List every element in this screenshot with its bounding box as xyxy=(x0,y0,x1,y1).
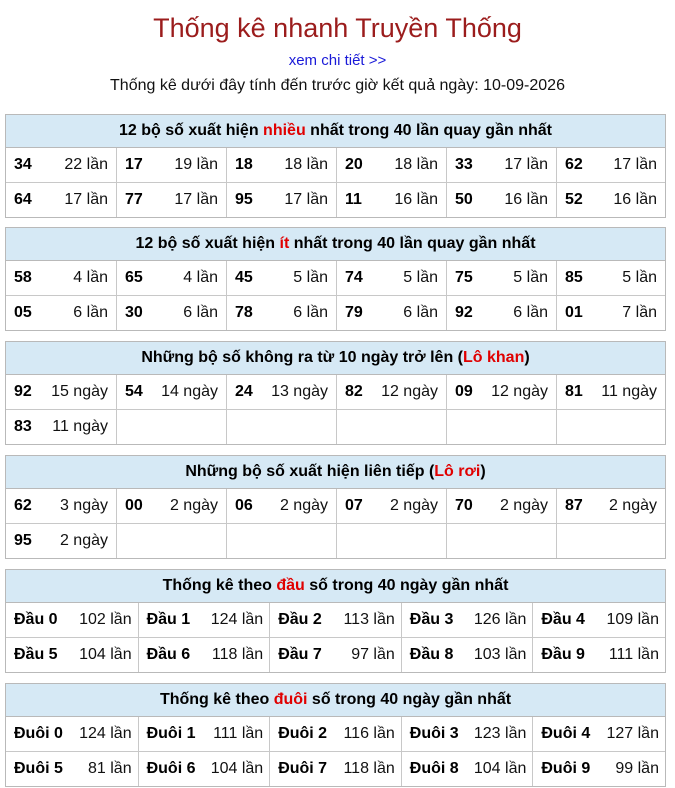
stat-cell xyxy=(226,148,336,182)
stat-count: 16 lần xyxy=(504,191,548,208)
stat-number: 87 xyxy=(565,497,583,514)
details-link[interactable]: xem chi tiết >> xyxy=(288,52,387,69)
stat-count: 126 lần xyxy=(473,611,527,628)
stat-count: 6 lần xyxy=(73,304,108,321)
stat-count: 12 ngày xyxy=(491,383,548,400)
stat-count: 17 lần xyxy=(174,191,218,208)
stat-cell xyxy=(446,261,556,295)
stat-number: 06 xyxy=(235,497,253,514)
stat-cell xyxy=(556,410,665,444)
stat-cell xyxy=(116,261,226,295)
stat-cell xyxy=(226,296,336,330)
stat-cell xyxy=(6,261,116,295)
stat-count: 7 lần xyxy=(622,304,657,321)
stat-count: 104 lần xyxy=(473,760,527,777)
stat-count: 124 lần xyxy=(79,725,132,742)
stat-number: 18 xyxy=(235,156,253,173)
stat-count: 17 lần xyxy=(64,191,108,208)
stat-cell xyxy=(226,524,336,558)
stat-number: Đầu 3 xyxy=(409,611,454,628)
stat-count: 5 lần xyxy=(513,269,548,286)
stat-count: 19 lần xyxy=(174,156,218,173)
stat-cell xyxy=(6,148,116,182)
stat-cell xyxy=(336,148,446,182)
stat-number: 52 xyxy=(565,191,583,208)
stat-count: 3 ngày xyxy=(59,497,108,514)
stat-cell xyxy=(556,524,665,558)
stat-cell xyxy=(532,717,665,751)
stat-count: 2 ngày xyxy=(169,497,218,514)
stat-cell xyxy=(116,296,226,330)
stat-cell xyxy=(336,261,446,295)
stat-cell xyxy=(336,489,446,523)
stat-number: 75 xyxy=(455,269,473,286)
stat-count: 123 lần xyxy=(473,725,527,742)
stat-number: 11 xyxy=(345,191,362,208)
stat-cell xyxy=(6,489,116,523)
dau-stats-section xyxy=(5,569,666,673)
stat-cell xyxy=(226,410,336,444)
stat-count: 22 lần xyxy=(64,156,108,173)
stat-number: 62 xyxy=(565,156,583,173)
stat-cell xyxy=(6,603,138,637)
stat-number: 92 xyxy=(14,383,32,400)
stat-number: Đuôi 6 xyxy=(146,760,196,777)
stat-number: Đầu 5 xyxy=(14,646,58,663)
stat-count: 17 lần xyxy=(284,191,328,208)
stat-cell xyxy=(269,717,401,751)
lo-roi-section xyxy=(5,455,666,559)
stat-count: 5 lần xyxy=(622,269,657,286)
stat-count: 16 lần xyxy=(613,191,657,208)
stat-cell xyxy=(116,183,226,217)
stat-number: 81 xyxy=(565,383,583,400)
stat-number: 85 xyxy=(565,269,583,286)
stat-number: 54 xyxy=(125,383,143,400)
table-row xyxy=(6,751,665,786)
stat-number: Đầu 0 xyxy=(14,611,58,628)
least-frequent-section xyxy=(5,227,666,331)
stat-cell xyxy=(446,524,556,558)
section-heading: 12 bộ số xuất hiện nhiều nhất trong 40 lần quay gần nhất xyxy=(6,115,665,148)
stat-number: 92 xyxy=(455,304,473,321)
stat-count: 6 lần xyxy=(403,304,438,321)
stat-cell xyxy=(116,148,226,182)
stat-count: 2 ngày xyxy=(59,532,108,549)
stat-number: Đầu 4 xyxy=(541,611,585,628)
stat-count: 6 lần xyxy=(183,304,218,321)
stat-number: 78 xyxy=(235,304,253,321)
stat-count: 99 lần xyxy=(615,760,659,777)
stat-number: 70 xyxy=(455,497,473,514)
stat-cell xyxy=(446,410,556,444)
stat-cell xyxy=(401,717,533,751)
stat-count: 127 lần xyxy=(606,725,659,742)
stat-number: Đuôi 1 xyxy=(146,725,196,742)
stat-number: 50 xyxy=(455,191,473,208)
stat-cell xyxy=(556,375,665,409)
stat-count: 15 ngày xyxy=(51,383,108,400)
stat-number: 74 xyxy=(345,269,363,286)
page-subtitle: Thống kê dưới đây tính đến trước giờ kết quả ngày: 10-09-2026 xyxy=(110,77,565,94)
stat-cell xyxy=(336,375,446,409)
table-row xyxy=(6,182,665,217)
table-row xyxy=(6,409,665,444)
stat-number: Đuôi 4 xyxy=(541,725,591,742)
stat-cell xyxy=(401,752,533,786)
stat-count: 11 ngày xyxy=(601,383,657,400)
stat-number: Đầu 8 xyxy=(409,646,454,663)
stat-count: 104 lần xyxy=(79,646,132,663)
stat-number: 05 xyxy=(14,304,32,321)
stat-cell xyxy=(446,375,556,409)
stat-cell xyxy=(401,638,533,672)
stat-number: 09 xyxy=(455,383,473,400)
stat-count: 14 ngày xyxy=(161,383,218,400)
stat-cell xyxy=(138,752,270,786)
stat-count: 116 lần xyxy=(343,725,395,742)
stat-number: 20 xyxy=(345,156,363,173)
stat-number: Đuôi 2 xyxy=(278,725,328,742)
stat-cell xyxy=(336,410,446,444)
stat-cell xyxy=(138,717,270,751)
stat-count: 12 ngày xyxy=(381,383,438,400)
stat-cell xyxy=(532,603,665,637)
stat-number: Đuôi 3 xyxy=(409,725,459,742)
stat-count: 104 lần xyxy=(210,760,264,777)
stat-count: 6 lần xyxy=(513,304,548,321)
stat-cell xyxy=(446,296,556,330)
stat-cell xyxy=(226,261,336,295)
section-heading: 12 bộ số xuất hiện ít nhất trong 40 lần quay gần nhất xyxy=(6,228,665,261)
stat-cell xyxy=(138,638,270,672)
table-row xyxy=(6,523,665,558)
stat-number: 01 xyxy=(565,304,583,321)
stat-number: 83 xyxy=(14,418,32,435)
stat-cell xyxy=(6,752,138,786)
stat-cell xyxy=(269,603,401,637)
stat-cell xyxy=(116,375,226,409)
stat-number: 00 xyxy=(125,497,143,514)
stat-number: 24 xyxy=(235,383,253,400)
table-row xyxy=(6,148,665,182)
stat-cell xyxy=(138,603,270,637)
stat-count: 17 lần xyxy=(613,156,657,173)
stat-number: 62 xyxy=(14,497,32,514)
stat-number: 64 xyxy=(14,191,32,208)
table-row xyxy=(6,717,665,751)
stat-count: 103 lần xyxy=(473,646,527,663)
table-row xyxy=(6,295,665,330)
stat-cell xyxy=(226,183,336,217)
stat-number: 45 xyxy=(235,269,253,286)
stat-cell xyxy=(269,752,401,786)
stat-count: 5 lần xyxy=(293,269,328,286)
stat-cell xyxy=(6,183,116,217)
stat-number: Đầu 9 xyxy=(541,646,585,663)
duoi-stats-section xyxy=(5,683,666,787)
stat-cell xyxy=(556,148,665,182)
page-title: Thống kê nhanh Truyền Thống xyxy=(153,13,522,43)
stat-count: 111 lần xyxy=(213,725,264,742)
stat-cell xyxy=(226,489,336,523)
section-heading: Những bộ số xuất hiện liên tiếp (Lô rơi) xyxy=(6,456,665,489)
stat-count: 113 lần xyxy=(343,611,395,628)
stat-number: Đuôi 7 xyxy=(278,760,328,777)
stat-cell xyxy=(446,489,556,523)
stat-cell xyxy=(6,375,116,409)
stat-cell xyxy=(116,410,226,444)
stat-cell xyxy=(401,603,533,637)
stat-number: 82 xyxy=(345,383,363,400)
stat-count: 4 lần xyxy=(73,269,108,286)
stat-cell xyxy=(116,489,226,523)
stat-number: 33 xyxy=(455,156,473,173)
stat-cell xyxy=(6,638,138,672)
stat-cell xyxy=(269,638,401,672)
stat-cell xyxy=(532,638,665,672)
stat-cell xyxy=(226,375,336,409)
stat-count: 6 lần xyxy=(293,304,328,321)
stat-number: Đuôi 9 xyxy=(541,760,591,777)
stat-number: Đầu 2 xyxy=(278,611,322,628)
stat-count: 16 lần xyxy=(394,191,438,208)
stat-number: Đuôi 5 xyxy=(14,760,63,777)
section-heading: Thống kê theo đầu số trong 40 ngày gần nhất xyxy=(6,570,665,603)
stat-count: 118 lần xyxy=(343,760,395,777)
stat-number: 77 xyxy=(125,191,143,208)
stat-number: 79 xyxy=(345,304,363,321)
stat-number: Đầu 6 xyxy=(146,646,191,663)
stat-cell xyxy=(336,296,446,330)
stat-count: 109 lần xyxy=(606,611,659,628)
section-heading: Những bộ số không ra từ 10 ngày trở lên (Lô khan) xyxy=(6,342,665,375)
stat-number: 34 xyxy=(14,156,32,173)
stat-count: 18 lần xyxy=(394,156,438,173)
stat-count: 2 ngày xyxy=(608,497,657,514)
table-row xyxy=(6,375,665,409)
stat-number: 95 xyxy=(235,191,253,208)
stat-count: 111 lần xyxy=(608,646,659,663)
stat-count: 17 lần xyxy=(504,156,548,173)
stat-cell xyxy=(532,752,665,786)
stat-number: 07 xyxy=(345,497,363,514)
stat-count: 124 lần xyxy=(210,611,264,628)
stat-cell xyxy=(6,410,116,444)
stat-cell xyxy=(6,717,138,751)
table-row xyxy=(6,489,665,523)
section-heading: Thống kê theo đuôi số trong 40 ngày gần nhất xyxy=(6,684,665,717)
stat-cell xyxy=(556,261,665,295)
stat-number: Đuôi 8 xyxy=(409,760,459,777)
stat-count: 13 ngày xyxy=(271,383,328,400)
stat-count: 2 ngày xyxy=(279,497,328,514)
stat-count: 81 lần xyxy=(88,760,132,777)
stat-cell xyxy=(116,524,226,558)
stat-cell xyxy=(556,489,665,523)
stat-count: 18 lần xyxy=(284,156,328,173)
stat-count: 4 lần xyxy=(183,269,218,286)
stat-cell xyxy=(336,183,446,217)
stat-number: Đuôi 0 xyxy=(14,725,63,742)
stat-count: 102 lần xyxy=(79,611,132,628)
most-frequent-section xyxy=(5,114,666,218)
stat-number: Đầu 7 xyxy=(278,646,322,663)
stat-count: 5 lần xyxy=(403,269,438,286)
stat-number: 30 xyxy=(125,304,143,321)
table-row xyxy=(6,603,665,637)
stat-number: 65 xyxy=(125,269,143,286)
stat-cell xyxy=(556,296,665,330)
stat-number: 95 xyxy=(14,532,32,549)
stat-count: 2 ngày xyxy=(389,497,438,514)
stat-cell xyxy=(556,183,665,217)
stat-count: 118 lần xyxy=(211,646,264,663)
stat-count: 2 ngày xyxy=(499,497,548,514)
stat-count: 11 ngày xyxy=(52,418,108,435)
stat-cell xyxy=(446,148,556,182)
table-row xyxy=(6,261,665,295)
stat-count: 97 lần xyxy=(351,646,395,663)
stat-number: 58 xyxy=(14,269,32,286)
stat-cell xyxy=(6,524,116,558)
stat-number: Đầu 1 xyxy=(146,611,191,628)
stat-number: 17 xyxy=(125,156,143,173)
lo-khan-section xyxy=(5,341,666,445)
stat-cell xyxy=(336,524,446,558)
table-row xyxy=(6,637,665,672)
stat-cell xyxy=(6,296,116,330)
stat-cell xyxy=(446,183,556,217)
